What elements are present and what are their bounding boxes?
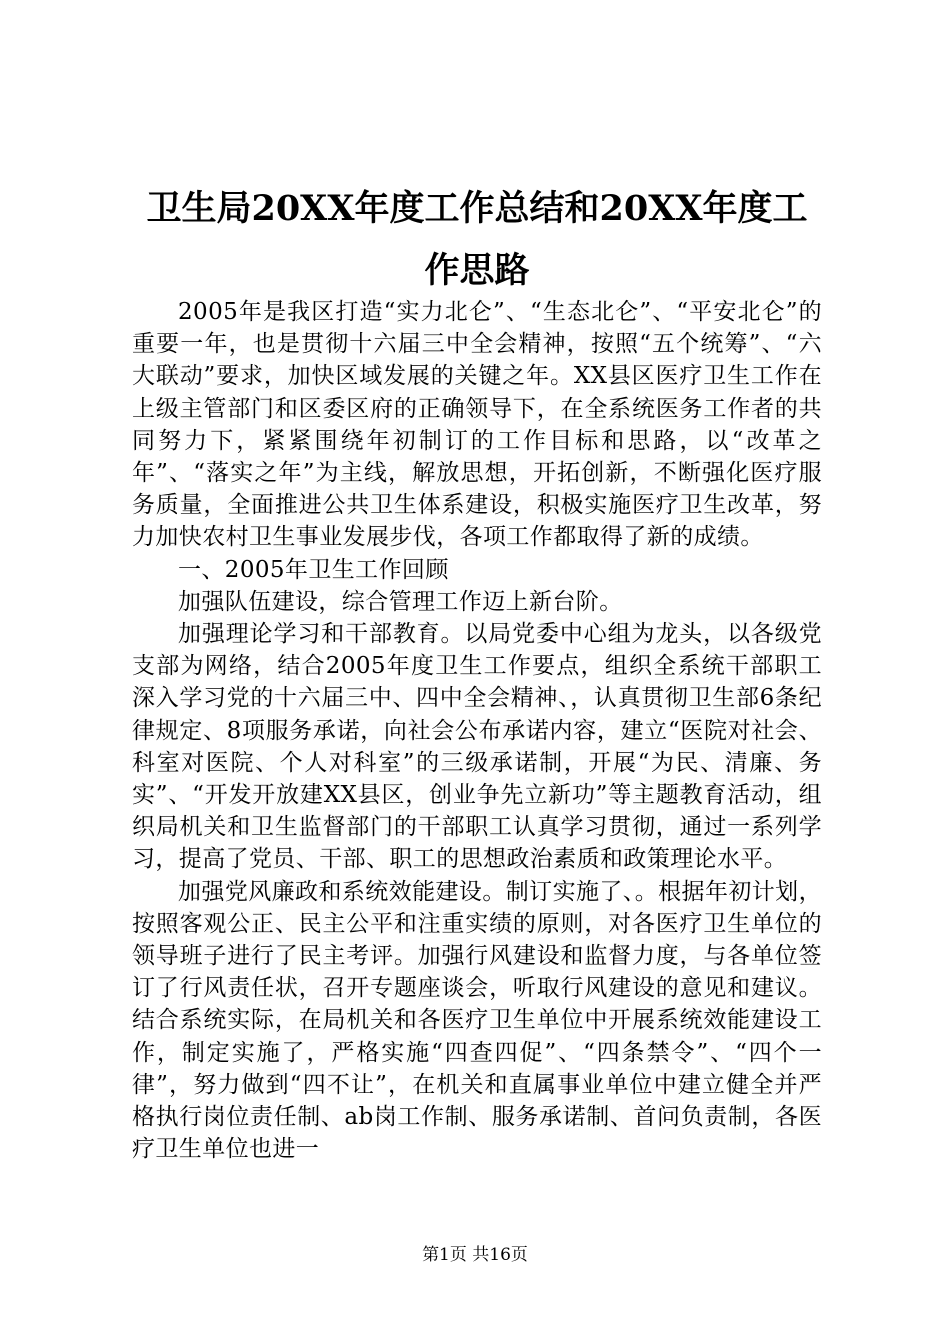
paragraph-party-conduct: 加强党风廉政和系统效能建设。制订实施了、。根据年初计划，按照客观公正、民主公平和注重实绩的原则，对各医疗卫生单位的领导班子进行了民主考评。加强行风建设和监督力度，与各单位签订了行风责任状，召开专题座谈会，听取行风建设的意见和建议。结合系统实际，在局机关和各医疗卫生单位中开展系统效能建设工作，制定实施了，严格实施“四查四促”、“四条禁令”、“四个一律”，努力做到“四不让”，在机关和直属事业单位中建立健全并严格执行岗位责任制、ab岗工作制、服务承诺制、首问负责制，各医疗卫生单位也进一 — [132, 878, 822, 1163]
paragraph-intro: 2005年是我区打造“实力北仑”、“生态北仑”、“平安北仑”的重要一年，也是贯彻十六届三中全会精神，按照“五个统筹”、“六大联动”要求，加快区域发展的关键之年。XX县区医疗卫生工作在上级主管部门和区委区府的正确领导下，在全系统医务工作者的共同努力下，紧紧围绕年初制订的工作目标和思路，以“改革之年”、“落实之年”为主线，解放思想，开拓创新，不断强化医疗服务质量，全面推进公共卫生体系建设，积极实施医疗卫生改革，努力加快农村卫生事业发展步伐，各项工作都取得了新的成绩。 — [132, 299, 822, 551]
paragraph-subheading: 加强队伍建设，综合管理工作迈上新台阶。 — [178, 588, 623, 615]
section-heading: 一、2005年卫生工作回顾 — [178, 556, 449, 583]
page-footer: 第1页 共16页 — [422, 1245, 528, 1265]
paragraph-theory-study: 加强理论学习和干部教育。以局党委中心组为龙头，以各级党支部为网络，结合2005年度卫生工作要点，组织全系统干部职工深入学习党的十六届三中、四中全会精神、，认真贯彻卫生部6条纪律规定、8项服务承诺，向社会公布承诺内容，建立“医院对社会、科室对医院、个人对科室”的三级承诺制，开展“为民、清廉、务实”、“开发开放建XX县区，创业争先立新功”等主题教育活动，组织局机关和卫生监督部门的干部职工认真学习贯彻，通过一系列学习，提高了党员、干部、职工的思想政治素质和政策理论水平。 — [132, 621, 822, 873]
document-title: 卫生局20XX年度工作总结和20XX年度工作思路 — [146, 188, 808, 291]
document-body — [132, 296, 822, 1165]
